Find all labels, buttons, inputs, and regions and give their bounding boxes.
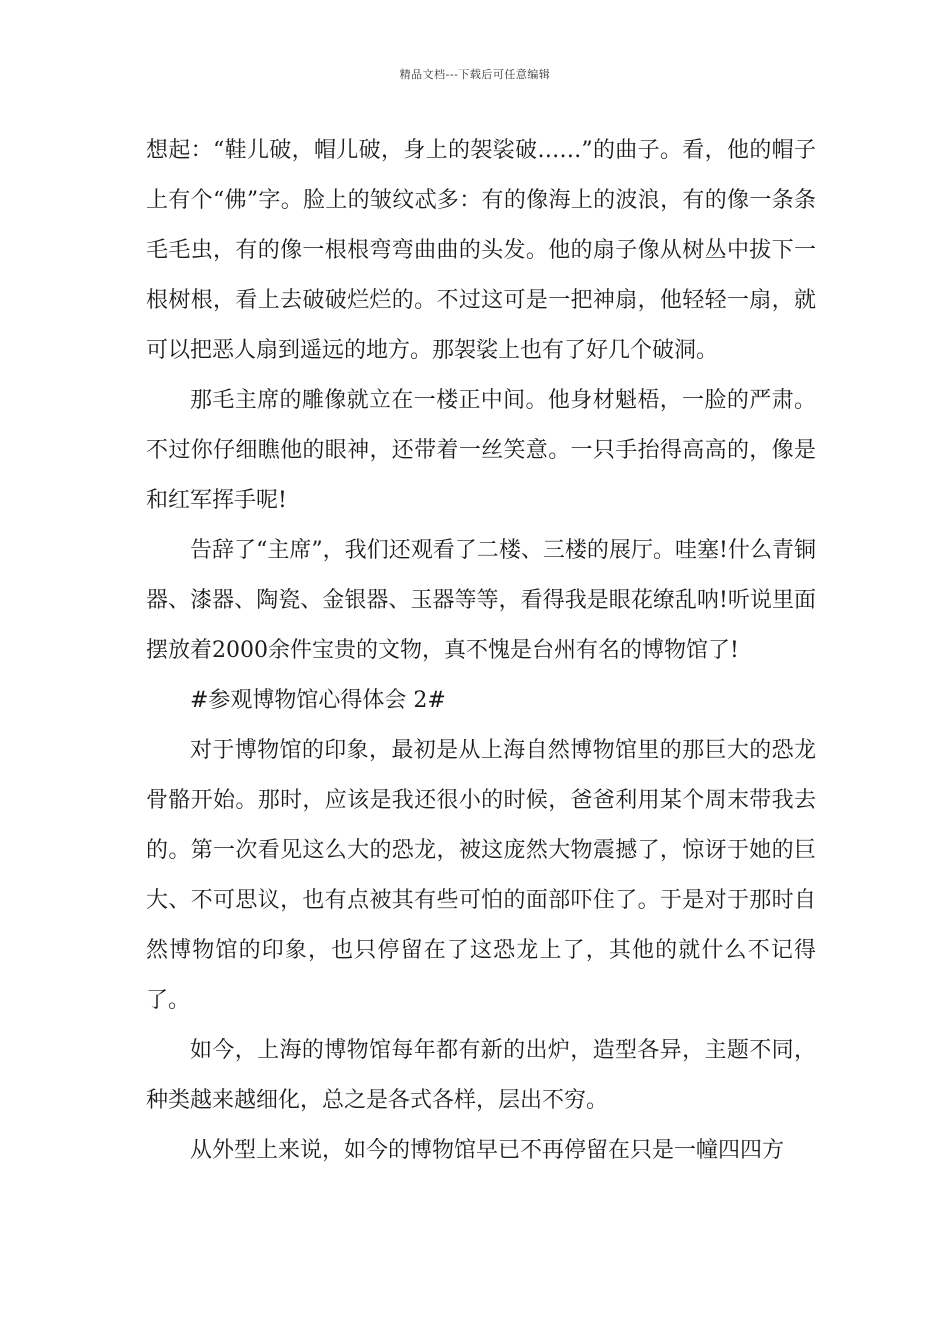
page-header: 精品文档---下载后可任意编辑 <box>399 68 551 81</box>
paragraph-continuation: 想起：“鞋儿破，帽儿破，身上的袈裟破……”的曲子。看，他的帽子上有个“佛”字。脸上的皱纹忒多：有的像海上的波浪，有的像一条条毛毛虫，有的像一根根弯弯曲曲的头发。他的扇子像从树丛中拔下一根树根，看上去破破烂烂的。不过这可是一把神扇，他轻轻一扇，就可以把恶人扇到遥远的地方。那袈裟上也有了好几个破洞。 <box>146 138 816 363</box>
paragraph-shanghai-museums: 如今，上海的博物馆每年都有新的出炉，造型各异，主题不同，种类越来越细化，总之是各式各样，层出不穷。 <box>146 1038 816 1113</box>
paragraph-exhibition-halls: 告辞了“主席”，我们还观看了二楼、三楼的展厅。哇塞!什么青铜器、漆器、陶瓷、金银器、玉器等等，看得我是眼花缭乱呐!听说里面摆放着2000余件宝贵的文物，真不愧是台州有名的博物馆了! <box>146 538 816 663</box>
section-heading: #参观博物馆心得体会 2# <box>190 688 446 713</box>
paragraph-exterior: 从外型上来说，如今的博物馆早已不再停留在只是一幢四四方 <box>190 1138 785 1163</box>
document-body <box>146 126 816 1176</box>
paragraph-first-impression: 对于博物馆的印象，最初是从上海自然博物馆里的那巨大的恐龙骨骼开始。那时，应该是我还很小的时候，爸爸利用某个周末带我去的。第一次看见这么大的恐龙，被这庞然大物震撼了，惊讶于她的巨大、不可思议，也有点被其有些可怕的面部吓住了。于是对于那时自然博物馆的印象，也只停留在了这恐龙上了，其他的就什么不记得了。 <box>146 738 816 1013</box>
paragraph-mao-statue: 那毛主席的雕像就立在一楼正中间。他身材魁梧，一脸的严肃。不过你仔细瞧他的眼神，还带着一丝笑意。一只手抬得高高的，像是和红军挥手呢! <box>146 388 816 513</box>
